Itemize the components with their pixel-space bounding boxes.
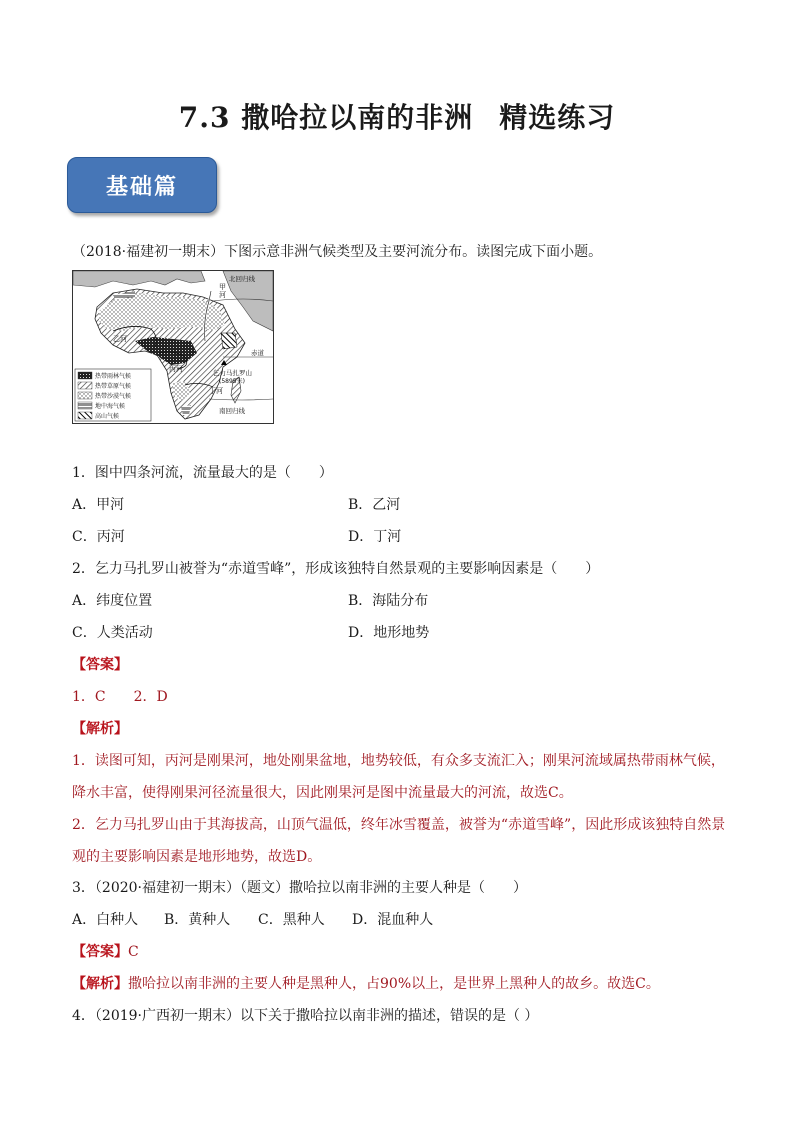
q3-answer-label: 【答案】 [72,944,128,960]
map-legend [75,369,151,421]
africa-climate-map [72,270,274,424]
analysis-1-line-1: 1．读图可知，丙河是刚果河，地处刚果盆地，地势较低，有众多支流汇入；刚果河流域属热带雨林气候， [72,753,725,769]
legend-swatch-mediterranean [78,402,92,409]
legend-swatch-alpine [78,412,92,419]
analysis-1-line-2: 降水丰富，使得刚果河径流量很大，因此刚果河是图中流量最大的河流，故选C。 [72,785,573,801]
label-elevation: (5895米) [219,378,245,385]
q3-analysis [72,973,660,993]
page-title [0,96,794,136]
label-ding-he: 丁河 [209,387,223,395]
answer-label: 【答案】 [72,657,128,673]
q2-option-d: D．地形地势 [348,625,430,641]
legend-label-desert: 热带沙漠气候 [95,393,132,400]
analysis-label: 【解析】 [72,721,128,737]
label-kilimanjaro: 乞力马扎罗山 [213,369,252,377]
label-jia: 甲 [219,283,226,291]
question-1-stem: 1．图中四条河流，流量最大的是（ ） [72,465,333,481]
label-he: 河 [219,291,226,299]
alpine-region [221,333,237,349]
q1-option-d: D．丁河 [348,529,402,545]
label-yi-he: 乙河 [113,335,127,343]
analysis-2-line-2: 观的主要影响因素是地形地势，故选D。 [72,849,322,865]
map-svg [73,271,273,423]
q3-analysis-text: 撒哈拉以南非洲的主要人种是黑种人，占90%以上，是世界上黑种人的故乡。故选C。 [128,976,660,992]
q3-answer [72,941,139,961]
q1-option-a: A．甲河 [72,497,125,513]
q3-option-a: A．白种人 [72,912,139,928]
question-3-stem: 3．（2020·福建初一期末）（题文）撒哈拉以南非洲的主要人种是（ ） [72,880,527,896]
q1-option-c: C．丙河 [72,529,125,545]
q3-option-d: D．混血种人 [352,912,434,928]
title-main: 7.3 撒哈拉以南的非洲 [178,101,474,134]
q3-answer-value: C [128,944,139,960]
label-south-tropic: 南回归线 [219,407,245,415]
section-badge: 基础篇 [67,157,217,213]
q3-option-c: C．黑种人 [258,912,325,928]
label-north-tropic: 北回归线 [229,275,255,283]
q2-option-a: A．纬度位置 [72,593,153,609]
intro-text: （2018·福建初一期末）下图示意非洲气候类型及主要河流分布。读图完成下面小题。 [72,244,603,260]
analysis-2-line-1: 2．乞力马扎罗山由于其海拔高，山顶气温低，终年冰雪覆盖，被誉为“赤道雪峰”，因此形成该独特自然景 [72,817,726,833]
question-4-stem: 4．（2019·广西初一期末）以下关于撒哈拉以南非洲的描述，错误的是（ ） [72,1008,539,1024]
q1-option-b: B．乙河 [348,497,401,513]
legend-label-savanna: 热带草原气候 [95,383,132,390]
title-sub: 精选练习 [499,101,616,134]
legend-label-mediterranean: 地中海气候 [95,403,126,410]
legend-swatch-savanna [78,382,92,389]
answer-1-2: 1．C 2．D [72,689,168,705]
q2-option-b: B．海陆分布 [348,593,429,609]
legend-label-rainforest: 热带雨林气候 [95,373,132,380]
label-bing-he: 丙河 [169,365,183,373]
legend-swatch-desert [78,392,92,399]
legend-label-alpine: 高山气候 [95,413,120,420]
label-equator: 赤道 [251,349,264,357]
q3-analysis-label: 【解析】 [72,976,128,992]
q3-option-b: B．黄种人 [164,912,231,928]
question-2-stem: 2．乞力马扎罗山被誉为“赤道雪峰”，形成该独特自然景观的主要影响因素是（ ） [72,561,600,577]
q2-option-c: C．人类活动 [72,625,153,641]
legend-swatch-rainforest [78,372,92,379]
